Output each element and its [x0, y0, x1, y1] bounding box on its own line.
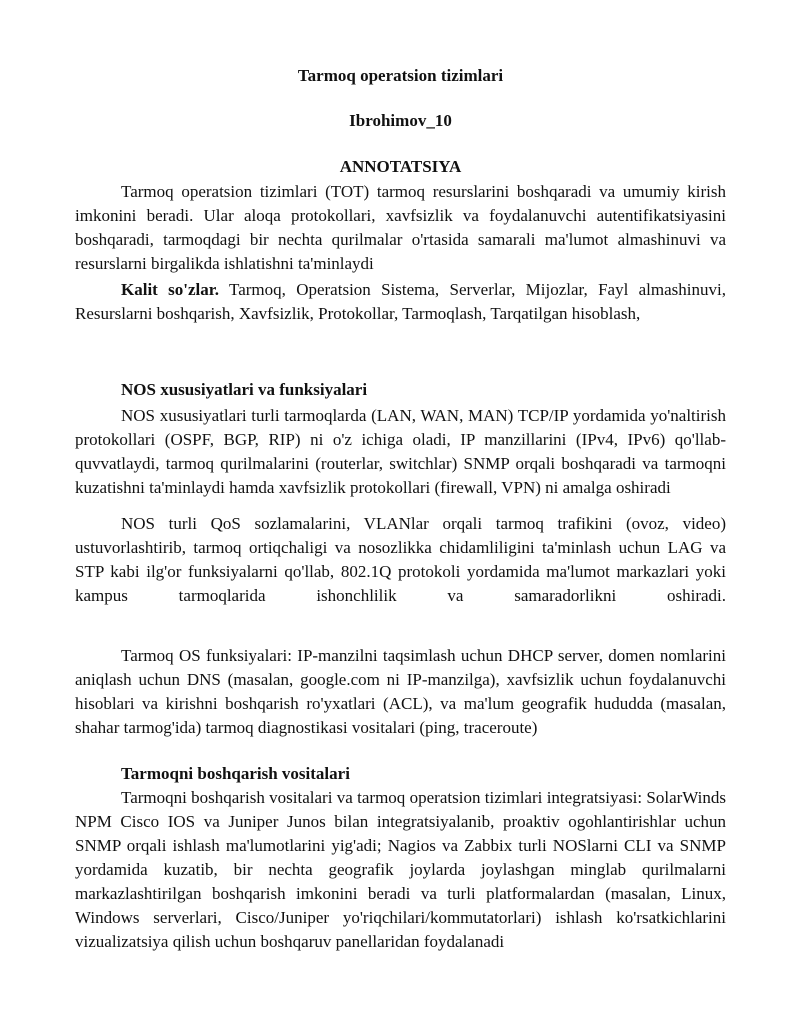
keywords-text: Tarmoq, Operatsion Sistema, Serverlar, Mijozlar, Fayl almashinuvi, Resurslarni boshqarish, Xavfsizlik, Protokollar, Tarmoqlash, Tarqatilgan hisoblash, [75, 280, 726, 323]
section-nos-heading: NOS xususiyatlari va funksiyalari [121, 380, 368, 399]
section-nos-paragraph-1: NOS xususiyatlari turli tarmoqlarda (LAN, WAN, MAN) TCP/IP yordamida yo'naltirish protokollari (OSPF, BGP, RIP) ni o'z ichiga oladi, IP manzillarini (IPv4, IPv6) qo'llab-quvvatlaydi, tarmoq qurilmalarini (routerlar, switchlar) SNMP orqali boshqaradi va tarmoqni kuzatishni ta'minlaydi hamda xavfsizlik protokollari (firewall, VPN) ni amalga oshiradi [75, 406, 726, 497]
annotation-heading: ANNOTATSIYA [339, 157, 462, 176]
section-tools-paragraph-1: Tarmoqni boshqarish vositalari va tarmoq operatsion tizimlari integratsiyasi: SolarWinds NPM Cisco IOS va Juniper Junos bilan integratsiyalanib, proaktiv ogohlantirishlar uchun SNMP orqali ishlash ma'lumotlarini yig'adi; Nagios va Zabbix turli NOSlarni CLI va SNMP yordamida kuzatib, bir nechta geografik joylarda joylashgan minglab qurilmalarni markazlashtirilgan boshqarish imkonini beradi va turli platformalardan (masalan, Linux, Windows serverlari, Cisco/Juniper yo'riqchilari/kommutatorlari) ishlash ko'rsatkichlarini vizualizatsiya qilish uchun boshqaruv panellaridan foydalanadi [75, 788, 726, 951]
section-nos-paragraph-3: Tarmoq OS funksiyalari: IP-manzilni taqsimlash uchun DHCP server, domen nomlarini aniqlash uchun DNS (masalan, google.com ni IP-manzilga), xavfsizlik uchun foydalanuvchi hisoblari va kirishni boshqarish ro'yxatlari (ACL), va ma'lum geografik hududda (masalan, shahar tarmog'ida) tarmoq diagnostikasi vositalari (ping, traceroute) [75, 646, 726, 737]
keywords-label: Kalit so'zlar. [121, 280, 219, 299]
section-tools-heading: Tarmoqni boshqarish vositalari [121, 764, 350, 783]
document-title: Tarmoq operatsion tizimlari [297, 66, 504, 85]
document-author: Ibrohimov_10 [349, 111, 452, 130]
keywords-paragraph [75, 278, 726, 326]
annotation-paragraph: Tarmoq operatsion tizimlari (TOT) tarmoq resurslarini boshqaradi va umumiy kirish imkonini beradi. Ular aloqa protokollari, xavfsizlik va foydalanuvchi autentifikatsiyasini boshqaradi, tarmoqdagi bir nechta qurilmalar o'rtasida samarali ma'lumot almashinuvi va resurslarni birgalikda ishlatishni ta'minlaydi [75, 182, 726, 273]
section-nos-paragraph-2: NOS turli QoS sozlamalarini, VLANlar orqali tarmoq trafikini (ovoz, video) ustuvorlashtirib, tarmoq ortiqchaligi va nosozlikka chidamliligini ta'minlash uchun LAG va STP kabi ilg'or funksiyalarni qo'llab, 802.1Q protokoli yordamida ma'lumot markazlari yoki kampus tarmoqlarida ishonchlilik va samaradorlikni oshiradi. [75, 514, 726, 605]
